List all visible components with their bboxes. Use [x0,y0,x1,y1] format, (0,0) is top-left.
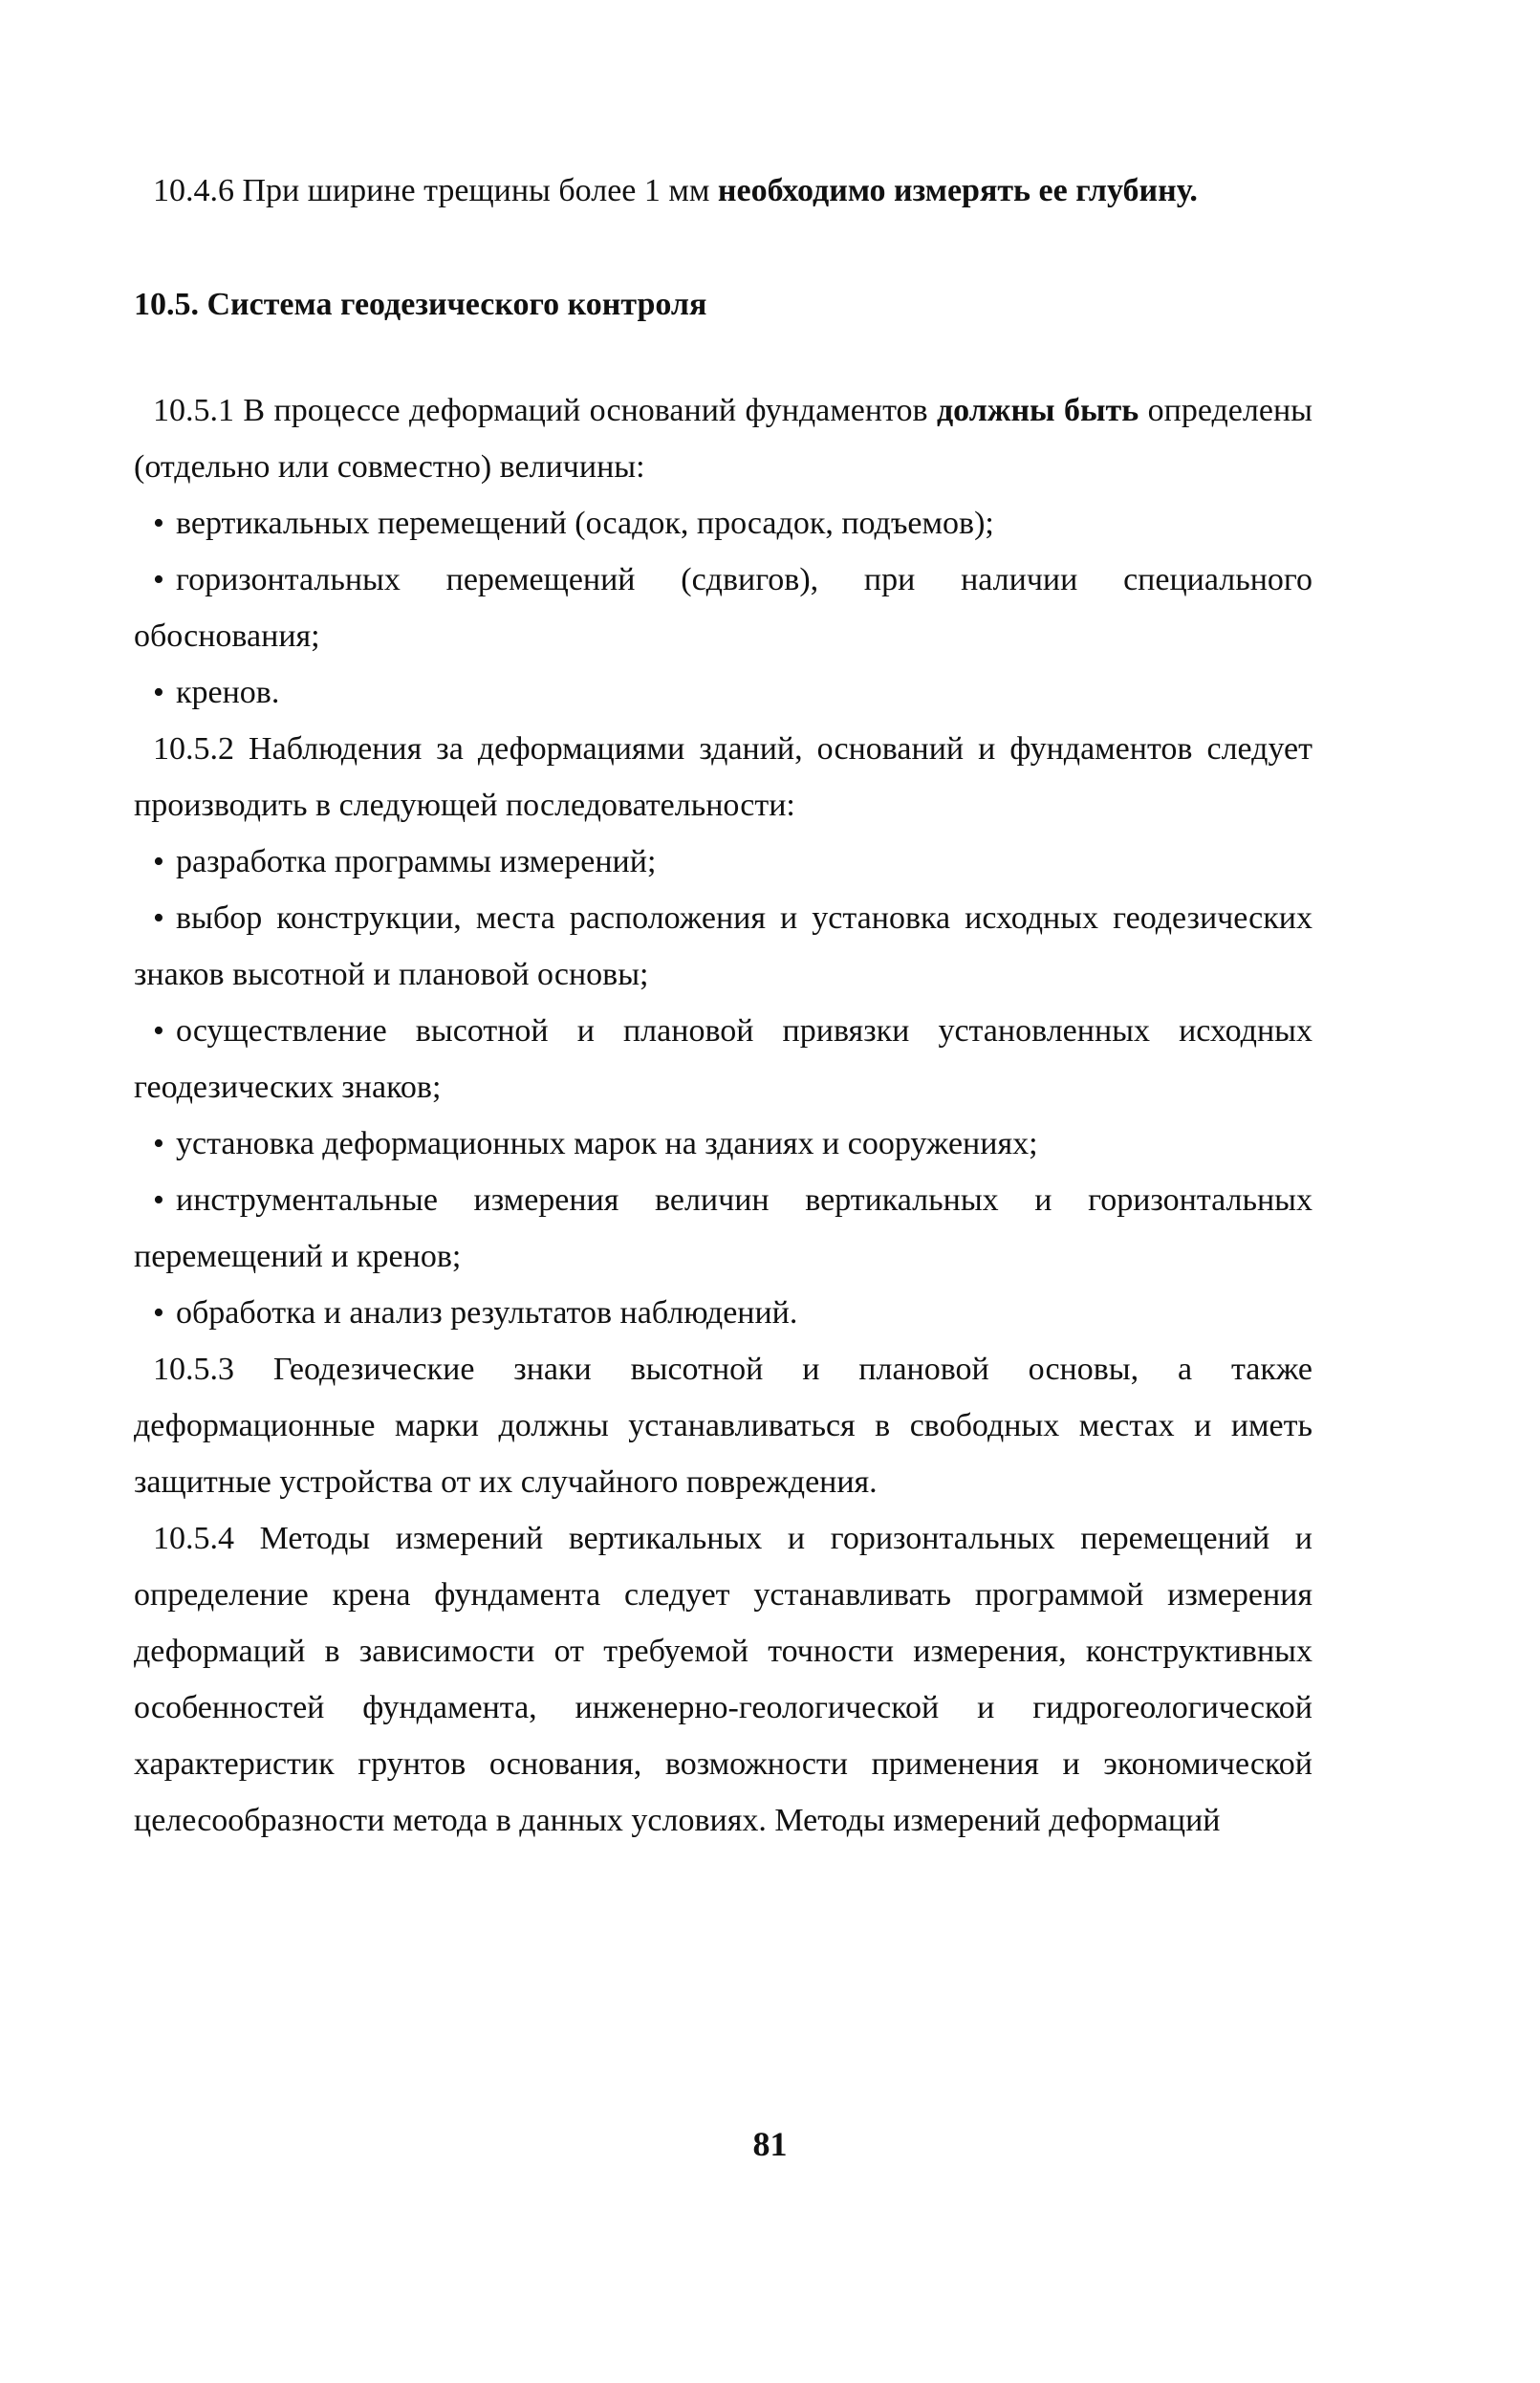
bullet-icon: • [153,675,164,710]
list-item-text: вертикальных перемещений (осадок, просадок, подъемов); [176,506,994,541]
list-item [134,834,1312,890]
list-item [134,664,1312,721]
page-content [134,162,1312,1849]
list-item [134,1172,1312,1285]
list-item [134,495,1312,552]
paragraph-10-5-1-text: 10.5.1 В процессе деформаций оснований фундаментов [153,393,937,428]
bullet-icon: • [153,506,164,541]
paragraph-10-5-4: 10.5.4 Методы измерений вертикальных и горизонтальных перемещений и определение крена фундамента следует устанавливать программой измерения деформаций в зависимости от требуемой точности измерения, конструктивных особенностей фундамента, инженерно-геологической и гидрогеологической характеристик грунтов основания, возможности применения и экономической целесообразности метода в данных условиях. Методы измерений деформаций [134,1521,1312,1838]
list-item [134,1285,1312,1341]
paragraph-10-4-6-text: 10.4.6 При ширине трещины более 1 мм [153,173,718,208]
bullet-icon: • [153,1295,164,1331]
page-number: 81 [752,2125,788,2163]
list-item [134,552,1312,664]
paragraph-10-5-1-bold-text: должны быть [936,393,1139,428]
bullet-icon: • [153,1013,164,1049]
paragraph-10-5-3: 10.5.3 Геодезические знаки высотной и плановой основы, а также деформационные марки должны устанавливаться в свободных местах и иметь защитные устройства от их случайного повреждения. [134,1352,1312,1500]
list-item-text: кренов. [176,675,280,710]
bullet-icon: • [153,562,164,597]
paragraph-10-5-1 [134,382,1312,495]
list-item [134,1003,1312,1116]
list-item-text: установка деформационных марок на зданиях и сооружениях; [176,1126,1038,1161]
section-heading-10-5: 10.5. Система геодезического контроля [134,287,707,322]
list-item-text: горизонтальных перемещений (сдвигов), при наличии специального обоснования; [134,562,1312,654]
paragraph-10-4-6 [134,162,1312,219]
bullet-icon: • [153,1126,164,1161]
list-item-text: осуществление высотной и плановой привязки установленных исходных геодезических знаков; [134,1013,1312,1105]
bullet-icon: • [153,1182,164,1218]
list-item [134,1116,1312,1172]
list-item-text: инструментальные измерения величин вертикальных и горизонтальных перемещений и кренов; [134,1182,1312,1274]
bullet-icon: • [153,900,164,936]
list-item-text: обработка и анализ результатов наблюдений. [176,1295,798,1331]
bullet-icon: • [153,844,164,879]
list-item-text: выбор конструкции, места расположения и установка исходных геодезических знаков высотной и плановой основы; [134,900,1312,992]
paragraph-10-5-2: 10.5.2 Наблюдения за деформациями зданий, оснований и фундаментов следует производить в следующей последовательности: [134,731,1312,823]
list-item [134,890,1312,1003]
paragraph-10-4-6-bold-text: необходимо измерять ее глубину. [717,173,1198,208]
paragraph-10-5-1-rest-text: определены (отдельно или совместно) величины: [134,393,1312,485]
list-item-text: разработка программы измерений; [176,844,657,879]
